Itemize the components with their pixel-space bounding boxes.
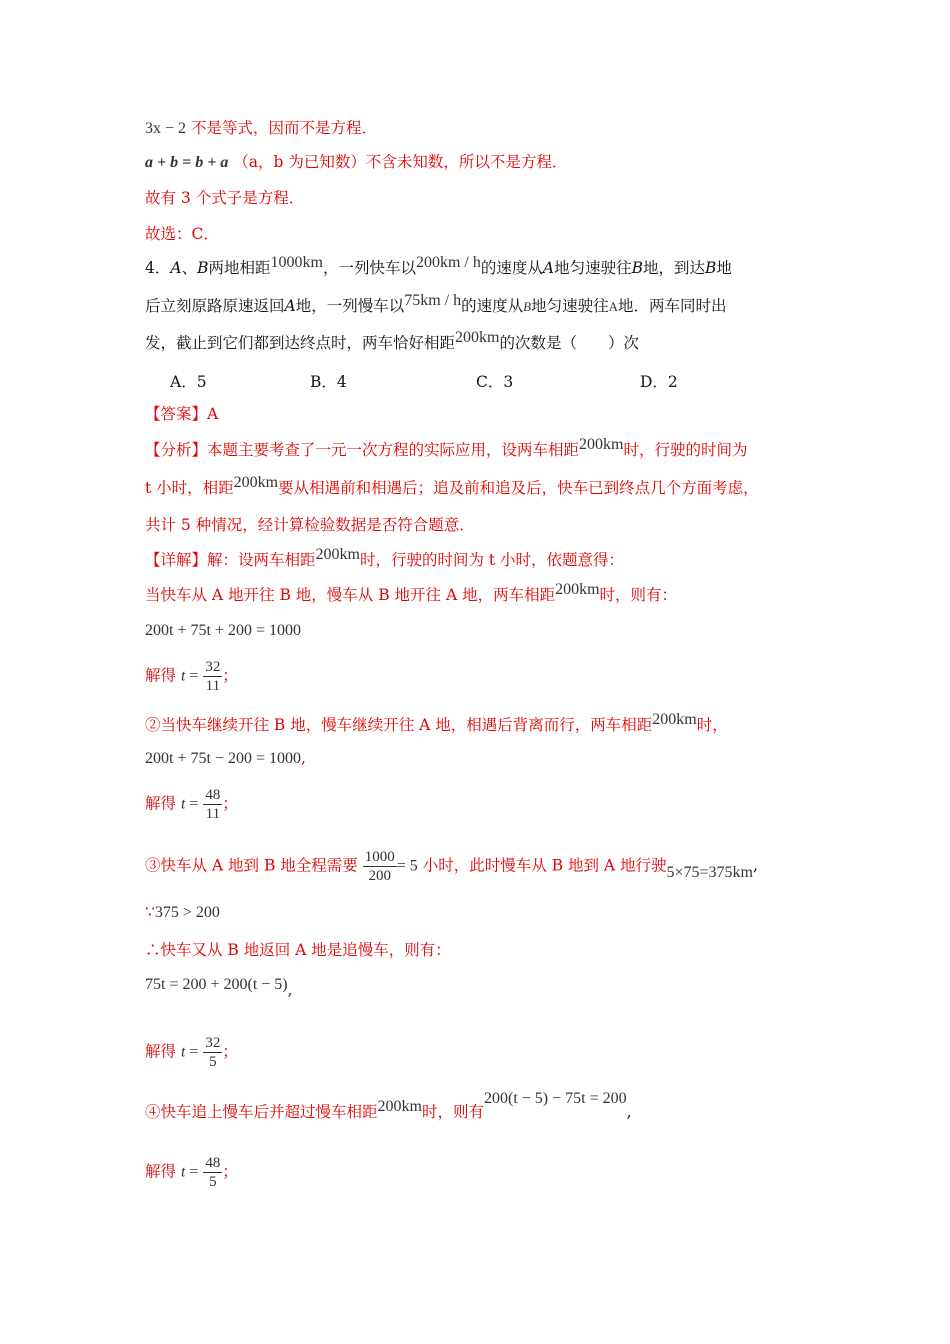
var-a: A [170, 259, 182, 277]
case4-line: ④快车追上慢车后并超过慢车相距200km时，则有200(t − 5) − 75t = 200, [145, 1090, 632, 1121]
distance-200km: 200km [455, 329, 500, 346]
line-expr2-no-unknown [145, 152, 567, 173]
text-not-equation: 不是等式，因而不是方程． [190, 119, 377, 137]
equation-3: 75t = 200 + 200(t − 5), [145, 976, 293, 999]
q2-text-e: 地．两车同时出 [618, 297, 727, 315]
frac-eq: = 5 [396, 857, 418, 875]
detail-text-b: 时，行驶的时间为 t 小时，依题意得： [359, 551, 625, 569]
eq2: 200t + 75t − 200 = 1000 [145, 750, 301, 767]
case1-line [145, 581, 678, 606]
analysis2-text-a: t 小时，相距 [145, 479, 234, 497]
case1-text-b: 时，则有： [599, 586, 678, 604]
distance-200km: 200km [315, 546, 360, 563]
case4-text-b: 时，则有 [421, 1103, 484, 1121]
var-a: A [284, 297, 296, 315]
analysis-line1 [145, 436, 748, 461]
q2-text-c: 的速度从 [461, 297, 524, 315]
solve-label: 解得 [145, 1162, 177, 1181]
line-three-equations: 故有 3 个式子是方程． [145, 189, 305, 207]
analysis-text-a: 【分析】本题主要考查了一元一次方程的实际应用，设两车相距 [145, 441, 580, 459]
q-text-c: 的速度从 [480, 259, 543, 277]
text-no-unknown: （a，b 为已知数）不含未知数，所以不是方程． [233, 153, 568, 171]
distance-200km: 200km [579, 436, 624, 453]
solution-4: 解得 t = $\frac{48}{5}$ ； [145, 1155, 238, 1190]
fraction-32-11: $\frac{32}{11}$ [205, 659, 221, 694]
q-text-f: 地 [716, 259, 732, 277]
speed-200: 200km / h [415, 254, 481, 271]
case4-text-a: ④快车追上慢车后并超过慢车相距 [145, 1103, 378, 1121]
solution-1: 解得 t = $\frac{32}{11}$ ； [145, 659, 238, 694]
analysis-text-b: 时，行驶的时间为 [623, 441, 748, 459]
case2-text-a: ②当快车继续开往 B 地，慢车继续开往 A 地，相遇后背离而行，两车相距 [145, 716, 653, 734]
q2-text-d: 地匀速驶往 [531, 297, 609, 315]
case1-text-a: 当快车从 A 地开往 B 地，慢车从 B 地开往 A 地，两车相距 [145, 586, 556, 604]
q2-text-a: 后立刻原路原速返回 [145, 297, 285, 315]
question-4-line3 [145, 329, 639, 354]
ineq-375-200: 375 > 200 [154, 904, 220, 921]
line-expr1-not-equation [145, 118, 377, 139]
eq1: 200t + 75t + 200 = 1000 [145, 622, 301, 639]
q3-text-a: 发，截止到它们都到达终点时，两车恰好相距 [145, 334, 456, 352]
detail-text-a: 【详解】解：设两车相距 [145, 551, 316, 569]
because-symbol: ∵ [145, 903, 155, 921]
analysis-line2 [145, 474, 759, 499]
analysis-line3: 共计 5 种情况，经计算检验数据是否符合题意． [145, 516, 475, 534]
fraction-1000-200: $\frac{1000}{200}$ [364, 849, 395, 884]
therefore-line: ∴快车又从 B 地返回 A 地是追慢车，则有： [145, 941, 451, 959]
question-4-line1: 4．A、B两地相距1000km，一列快车以200km / h的速度从A地匀速驶往B地，到达B地 [145, 254, 732, 277]
option-d: D．2 [640, 373, 678, 391]
distance-1000km: 1000km [270, 254, 323, 271]
option-b: B．4 [310, 373, 347, 391]
solution-2: 解得 t = $\frac{48}{11}$ ； [145, 787, 238, 822]
line-choose-c: 故选：C． [145, 225, 219, 243]
q-text-a: 两地相距 [208, 259, 271, 277]
var-b: B [631, 259, 643, 277]
expr-3x-minus-2: 3x − 2 [145, 120, 187, 137]
var-b: B [197, 259, 209, 277]
var-a: A [608, 299, 618, 314]
case2-text-b: 时， [696, 716, 728, 734]
solve-label: 解得 [145, 1042, 177, 1061]
question-4-line2 [145, 292, 727, 317]
fraction-48-11: $\frac{48}{11}$ [205, 787, 221, 822]
detail-line [145, 546, 625, 571]
equation-2: 200t + 75t − 200 = 1000, [145, 749, 306, 767]
case3-text-a: ③快车从 A 地到 B 地全程需要 [145, 856, 358, 875]
option-c: C．3 [476, 373, 514, 391]
q3-text-b: 的次数是（ ）次 [499, 334, 639, 352]
solve-label: 解得 [145, 794, 177, 813]
q-text-d: 地匀速驶往 [554, 259, 632, 277]
q-text-e: 地，到达 [642, 259, 705, 277]
case2-line [145, 711, 728, 736]
q-text-b: ，一列快车以 [322, 259, 416, 277]
eq3: 75t = 200 + 200(t − 5) [145, 976, 288, 993]
solution-3: 解得 t = $\frac{32}{5}$ ； [145, 1035, 238, 1070]
because-line [145, 902, 220, 923]
distance-200km: 200km [652, 711, 697, 728]
var-a: A [542, 259, 555, 277]
fraction-48-5: $\frac{48}{5}$ [205, 1155, 221, 1190]
equation-1 [145, 620, 301, 641]
solve-label: 解得 [145, 666, 177, 685]
eq4: 200(t − 5) − 75t = 200 [483, 1090, 627, 1107]
case3-line: ③快车从 A 地到 B 地全程需要 $\frac{1000}{200}$ = 5 小时，此时慢车从 B 地到 A 地行驶5×75=375km, [145, 849, 758, 884]
q2-text-b: 地，一列慢车以 [295, 297, 405, 315]
distance-200km: 200km [555, 581, 600, 598]
question-number: 4． [145, 259, 171, 277]
case3-text-b: 小时，此时慢车从 B 地到 A 地行驶 [422, 856, 667, 875]
expr-a-plus-b: a + b = b + a [145, 154, 229, 171]
var-b: B [523, 299, 532, 314]
answer: 【答案】A [145, 405, 219, 423]
speed-75: 75km / h [404, 292, 462, 309]
distance-200km: 200km [233, 474, 279, 491]
distance-200km: 200km [377, 1098, 422, 1115]
fraction-32-5: $\frac{32}{5}$ [205, 1035, 221, 1070]
option-a: A．5 [170, 373, 207, 391]
var-b: B [705, 259, 717, 277]
calc-375km: 5×75=375km [666, 863, 753, 881]
analysis2-text-b: 要从相遇前和相遇后；追及前和追及后，快车已到终点几个方面考虑， [278, 479, 759, 497]
